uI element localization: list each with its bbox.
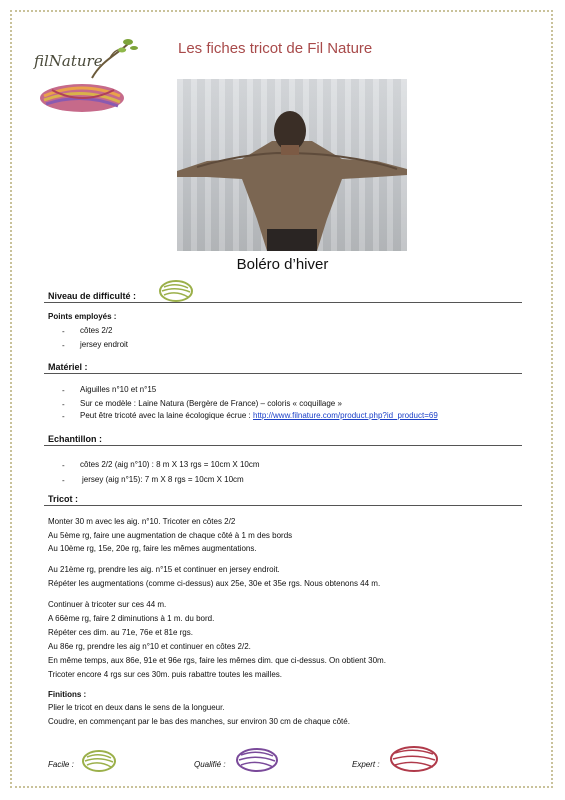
stitch-item: jersey endroit (80, 340, 129, 349)
knitting-line: Au 21ème rg, prendre les aig. n°15 et continuer en jersey endroit. (48, 565, 280, 574)
finishing-line: Plier le tricot en deux dans le sens de la longueur. (48, 703, 225, 712)
finishing-heading: Finitions : (48, 690, 87, 699)
yarn-easy-icon (80, 748, 118, 774)
dash-bullet: - (62, 386, 65, 395)
dash-bullet: - (62, 476, 65, 485)
knitting-heading: Tricot : (48, 494, 79, 504)
rule-materials (44, 373, 522, 374)
legend-skilled: Qualifié : (194, 760, 226, 769)
knitting-line: Au 5ème rg, faire une augmentation de chaque côté à 1 m des bords (48, 531, 293, 540)
knitting-line: Répéter ces dim. au 71e, 76e et 81e rgs. (48, 628, 193, 637)
material-item: Aiguilles n°10 et n°15 (80, 385, 157, 394)
product-link[interactable]: http://www.filnature.com/product.php?id_product=69 (253, 411, 438, 420)
material-item: Sur ce modèle : Laine Natura (Bergère de France) – coloris « coquillage » (80, 399, 342, 408)
dash-bullet: - (62, 341, 65, 350)
pattern-title: Boléro d’hiver (236, 256, 329, 273)
gauge-item: côtes 2/2 (aig n°10) : 8 m X 13 rgs = 10cm X 10cm (80, 460, 260, 469)
knitting-line: A 66ème rg, faire 2 diminutions à 1 m. du bord. (48, 614, 215, 623)
stitch-item: côtes 2/2 (80, 326, 113, 335)
rule-gauge (44, 445, 522, 446)
dash-bullet: - (62, 412, 65, 421)
page-title: Les fiches tricot de Fil Nature (178, 40, 373, 57)
fil-nature-logo (22, 30, 142, 120)
knitting-line: Répéter les augmentations (comme ci-dessus) aux 25e, 30e et 35e rgs. Nous obtenons 44 m. (48, 579, 381, 588)
knitting-line: En même temps, aux 86e, 91e et 96e rgs, faire les mêmes dim. que ci-dessus. On obtient 30m. (48, 656, 386, 665)
knitting-line: Continuer à tricoter sur ces 44 m. (48, 600, 167, 609)
stitches-heading: Points employés : (48, 312, 117, 321)
material-item-eco (80, 410, 438, 421)
dash-bullet: - (62, 400, 65, 409)
gauge-heading: Echantillon : (48, 434, 102, 444)
yarn-skilled-icon (234, 746, 280, 774)
rule-knitting (44, 505, 522, 506)
bolero-photo (177, 79, 407, 251)
knitting-line: Monter 30 m avec les aig. n°10. Tricoter en côtes 2/2 (48, 517, 236, 526)
materials-heading: Matériel : (48, 362, 88, 372)
yarn-expert-icon (388, 744, 440, 774)
logo-text: filNature (34, 52, 103, 70)
material-item-eco-text: Peut être tricoté avec la laine écologique écrue : (80, 411, 253, 420)
dash-bullet: - (62, 327, 65, 336)
bolero-figure (177, 79, 407, 251)
knitting-line: Au 86e rg, prendre les aig n°10 et continuer en côtes 2/2. (48, 642, 251, 651)
finishing-line: Coudre, en commençant par le bas des manches, sur environ 30 cm de chaque côté. (48, 717, 350, 726)
knitting-line: Tricoter encore 4 rgs sur ces 30m. puis rabattre toutes les mailles. (48, 670, 283, 679)
legend-expert: Expert : (352, 760, 380, 769)
legend-easy: Facile : (48, 760, 74, 769)
knitting-line: Au 10ème rg, 15e, 20e rg, faire les mêmes augmentations. (48, 544, 257, 553)
difficulty-heading: Niveau de difficulté : (48, 291, 137, 301)
dash-bullet: - (62, 461, 65, 470)
rule-difficulty (44, 302, 522, 303)
gauge-item: jersey (aig n°15): 7 m X 8 rgs = 10cm X 10cm (82, 475, 244, 484)
yarn-easy-icon (158, 278, 194, 304)
